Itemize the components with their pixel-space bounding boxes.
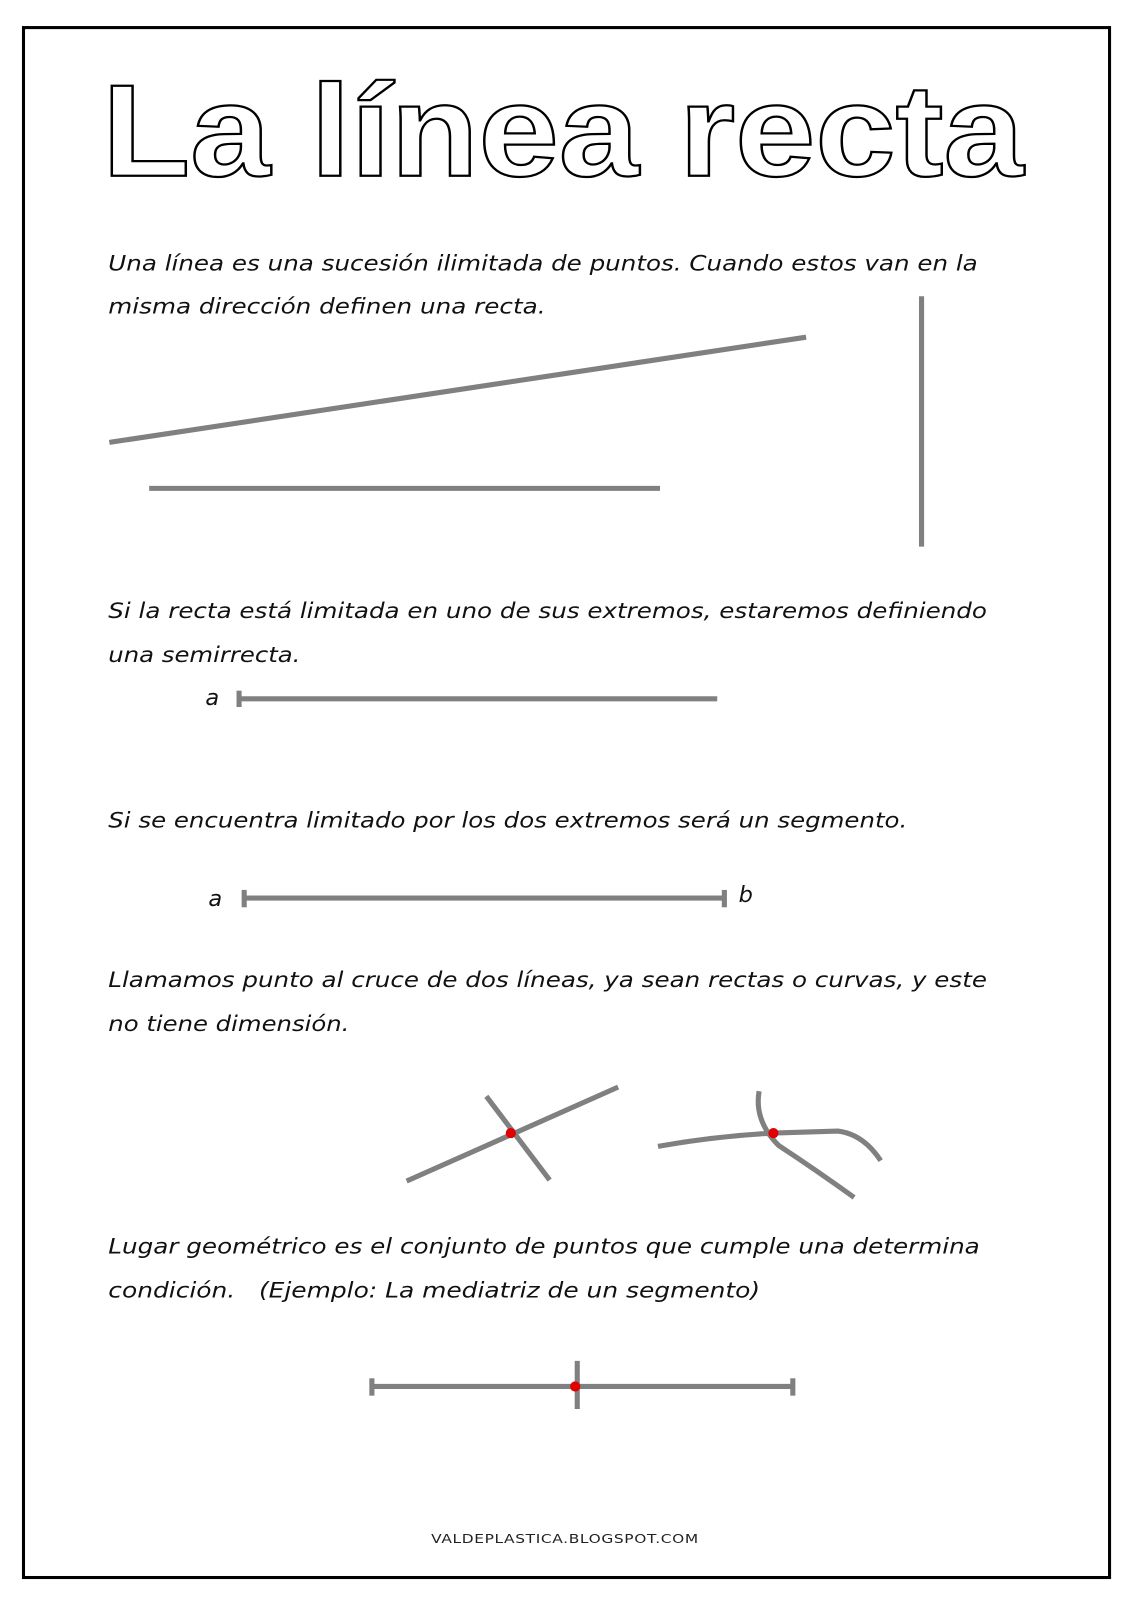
- slanted-line: [109, 337, 806, 442]
- straight-lines-crossing: [407, 1087, 618, 1181]
- point-label-b: b: [738, 882, 753, 909]
- paragraph-line: Si se encuentra limitado por los dos extremos será un segmento.: [108, 808, 908, 834]
- segment-diagram: [242, 890, 726, 907]
- perpendicular-bisector-diagram: [370, 1361, 795, 1409]
- point-label-a: a: [208, 886, 223, 913]
- intersection-point: [768, 1128, 778, 1138]
- footer-url: VALDEPLASTICA.BLOGSPOT.COM: [431, 1531, 699, 1546]
- crossing-line: [486, 1096, 549, 1180]
- midpoint: [570, 1381, 580, 1391]
- paragraph-line: Si la recta está limitada en uno de sus extremos, estaremos definiendo: [108, 599, 987, 625]
- paragraph-line: una semirrecta.: [108, 643, 301, 669]
- page-title: La línea recta: [102, 57, 1026, 204]
- paragraph-line: no tiene dimensión.: [108, 1011, 350, 1037]
- point-label-a: a: [205, 684, 220, 711]
- paragraph-line: Lugar geométrico es el conjunto de puntos que cumple una determina: [108, 1234, 980, 1260]
- curve-line: [758, 1091, 854, 1197]
- paragraph-line: misma dirección definen una recta.: [108, 294, 546, 320]
- paragraph-line: condición. (Ejemplo: La mediatriz de un segmento): [108, 1278, 761, 1304]
- paragraph-line: Una línea es una sucesión ilimitada de puntos. Cuando estos van en la: [108, 251, 978, 277]
- curved-lines-crossing: [658, 1091, 881, 1197]
- ray-diagram: [237, 691, 717, 707]
- paragraph-line: Llamamos punto al cruce de dos líneas, ya sean rectas o curvas, y este: [108, 967, 987, 993]
- intersection-point: [506, 1128, 516, 1138]
